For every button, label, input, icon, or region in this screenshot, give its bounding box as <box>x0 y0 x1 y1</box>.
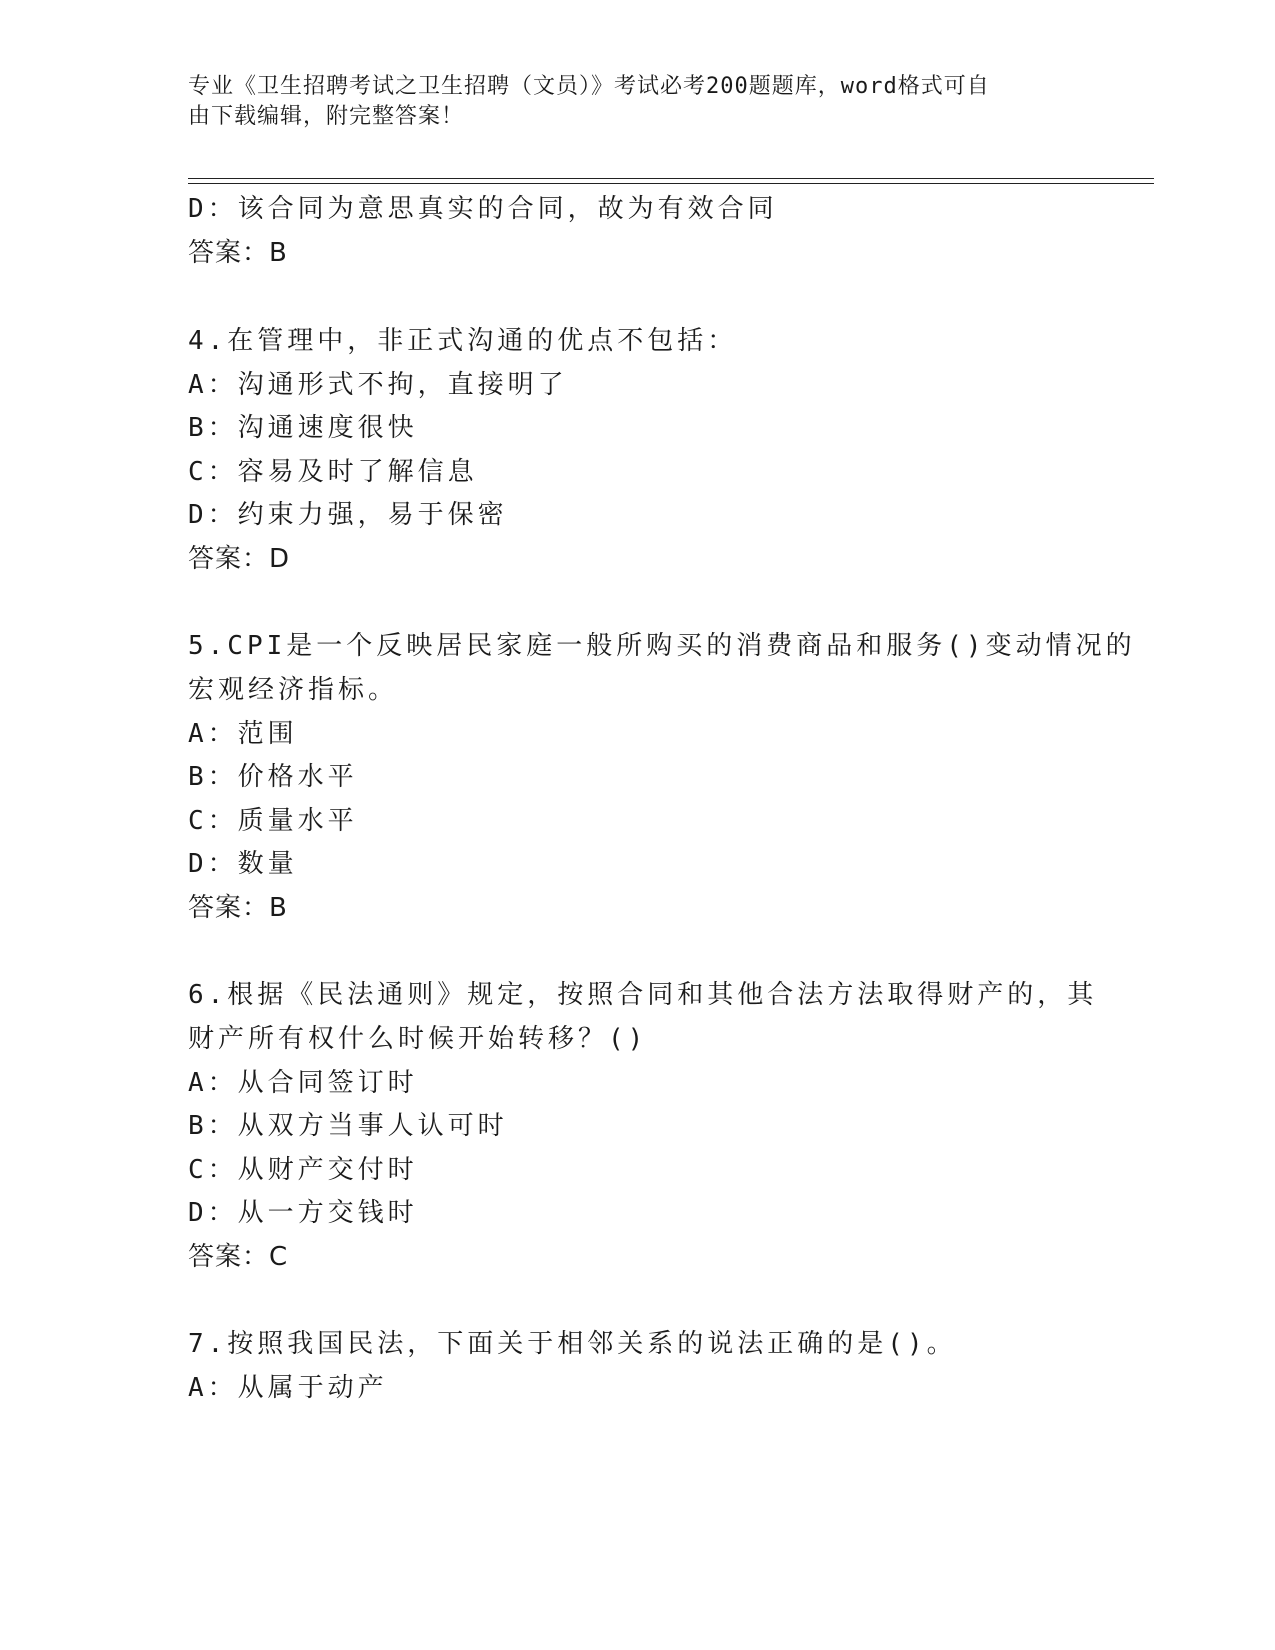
q6-option-c: C：从财产交付时 <box>188 1155 418 1185</box>
q5-option-b: B：价格水平 <box>188 762 358 792</box>
q4-stem: 4.在管理中，非正式沟通的优点不包括： <box>188 326 738 356</box>
q4-option-c: C：容易及时了解信息 <box>188 457 478 487</box>
q6-option-d: D：从一方交钱时 <box>188 1198 418 1228</box>
q3-option-d: D：该合同为意思真实的合同，故为有效合同 <box>188 194 778 224</box>
q6-answer: 答案：C <box>188 1242 289 1272</box>
header-line-1: 专业《卫生招聘考试之卫生招聘（文员）》考试必考200题题库，word格式可自 <box>188 74 990 99</box>
q5-option-d: D：数量 <box>188 849 298 879</box>
header-line-2: 由下载编辑，附完整答案！ <box>188 104 465 129</box>
q4-option-d: D：约束力强，易于保密 <box>188 500 508 530</box>
q5-stem-line-1: 5.CPI是一个反映居民家庭一般所购买的消费商品和服务()变动情况的 <box>188 631 1136 661</box>
q5-option-c: C：质量水平 <box>188 806 358 836</box>
q5-stem-line-2: 宏观经济指标。 <box>188 675 399 705</box>
q6-stem-line-1: 6.根据《民法通则》规定，按照合同和其他合法方法取得财产的，其 <box>188 980 1098 1010</box>
header-divider-bottom <box>188 183 1154 184</box>
header-divider-top <box>188 178 1154 179</box>
q5-answer: 答案：B <box>188 893 288 923</box>
q7-stem: 7.按照我国民法，下面关于相邻关系的说法正确的是()。 <box>188 1329 957 1359</box>
q7-option-a: A：从属于动产 <box>188 1373 388 1403</box>
document-header <box>188 72 1068 132</box>
q6-option-b: B：从双方当事人认可时 <box>188 1111 508 1141</box>
q4-option-a: A：沟通形式不拘，直接明了 <box>188 370 568 400</box>
q3-answer: 答案：B <box>188 238 288 268</box>
q4-answer: 答案：D <box>188 544 291 574</box>
q6-option-a: A：从合同签订时 <box>188 1068 418 1098</box>
q4-option-b: B：沟通速度很快 <box>188 413 418 443</box>
q6-stem-line-2: 财产所有权什么时候开始转移？() <box>188 1024 648 1054</box>
q5-option-a: A：范围 <box>188 719 298 749</box>
